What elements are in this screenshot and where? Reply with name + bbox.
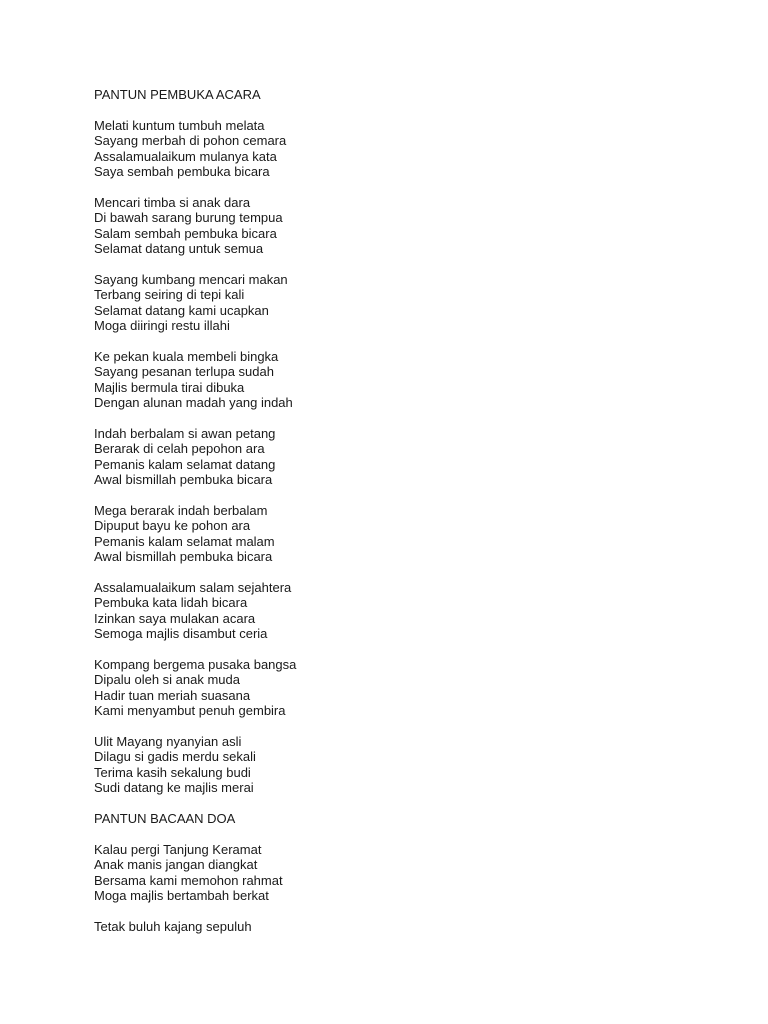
stanza (94, 426, 694, 488)
verse-line: Awal bismillah pembuka bicara (94, 549, 273, 565)
verse-line: Kami menyambut penuh gembira (94, 703, 286, 719)
verse-line: Sayang merbah di pohon cemara (94, 133, 287, 149)
verse-line: Saya sembah pembuka bicara (94, 164, 270, 180)
verse-line: Ke pekan kuala membeli bingka (94, 348, 279, 364)
document-body (94, 87, 694, 934)
verse-line: Semoga majlis disambut ceria (94, 626, 268, 642)
verse-line: Sayang pesanan terlupa sudah (94, 364, 274, 380)
section-heading: PANTUN PEMBUKA ACARA (94, 87, 261, 102)
verse-line: Tetak buluh kajang sepuluh (94, 918, 252, 934)
verse-line: Hadir tuan meriah suasana (94, 687, 251, 703)
verse-line: Moga diiringi restu illahi (94, 318, 230, 334)
verse-line: Awal bismillah pembuka bicara (94, 472, 273, 488)
verse-line: Anak manis jangan diangkat (94, 857, 258, 873)
verse-line: Indah berbalam si awan petang (94, 425, 276, 441)
section-bacaan-doa (94, 811, 694, 934)
stanza (94, 118, 694, 180)
verse-line: Pemanis kalam selamat malam (94, 533, 275, 549)
verse-line: Salam sembah pembuka bicara (94, 225, 277, 241)
verse-line: Bersama kami memohon rahmat (94, 872, 283, 888)
verse-line: Sudi datang ke majlis merai (94, 780, 254, 796)
verse-line: Dengan alunan madah yang indah (94, 395, 293, 411)
stanza (94, 272, 694, 334)
verse-line: Pemanis kalam selamat datang (94, 456, 276, 472)
stanza (94, 195, 694, 257)
verse-line: Di bawah sarang burung tempua (94, 210, 283, 226)
verse-line: Kalau pergi Tanjung Keramat (94, 841, 262, 857)
stanza (94, 842, 694, 904)
verse-line: Dipuput bayu ke pohon ara (94, 518, 251, 534)
stanza (94, 349, 694, 411)
verse-line: Selamat datang kami ucapkan (94, 302, 269, 318)
verse-line: Ulit Mayang nyanyian asli (94, 733, 242, 749)
verse-line: Dipalu oleh si anak muda (94, 672, 240, 688)
stanza (94, 657, 694, 719)
verse-line: Terbang seiring di tepi kali (94, 287, 245, 303)
verse-line: Selamat datang untuk semua (94, 241, 264, 257)
stanza (94, 580, 694, 642)
verse-line: Berarak di celah pepohon ara (94, 441, 265, 457)
stanza (94, 503, 694, 565)
verse-line: Sayang kumbang mencari makan (94, 271, 288, 287)
verse-line: Pembuka kata lidah bicara (94, 595, 248, 611)
verse-line: Assalamualaikum mulanya kata (94, 148, 277, 164)
verse-line: Mencari timba si anak dara (94, 194, 251, 210)
stanza (94, 734, 694, 796)
section-pembuka-acara (94, 87, 694, 796)
stanza (94, 919, 694, 934)
verse-line: Izinkan saya mulakan acara (94, 610, 256, 626)
verse-line: Dilagu si gadis merdu sekali (94, 749, 256, 765)
section-heading: PANTUN BACAAN DOA (94, 810, 236, 826)
verse-line: Mega berarak indah berbalam (94, 502, 268, 518)
verse-line: Terima kasih sekalung budi (94, 764, 251, 780)
verse-line: Majlis bermula tirai dibuka (94, 379, 245, 395)
verse-line: Assalamualaikum salam sejahtera (94, 579, 292, 595)
verse-line: Kompang bergema pusaka bangsa (94, 656, 297, 672)
verse-line: Melati kuntum tumbuh melata (94, 117, 265, 133)
verse-line: Moga majlis bertambah berkat (94, 887, 269, 903)
